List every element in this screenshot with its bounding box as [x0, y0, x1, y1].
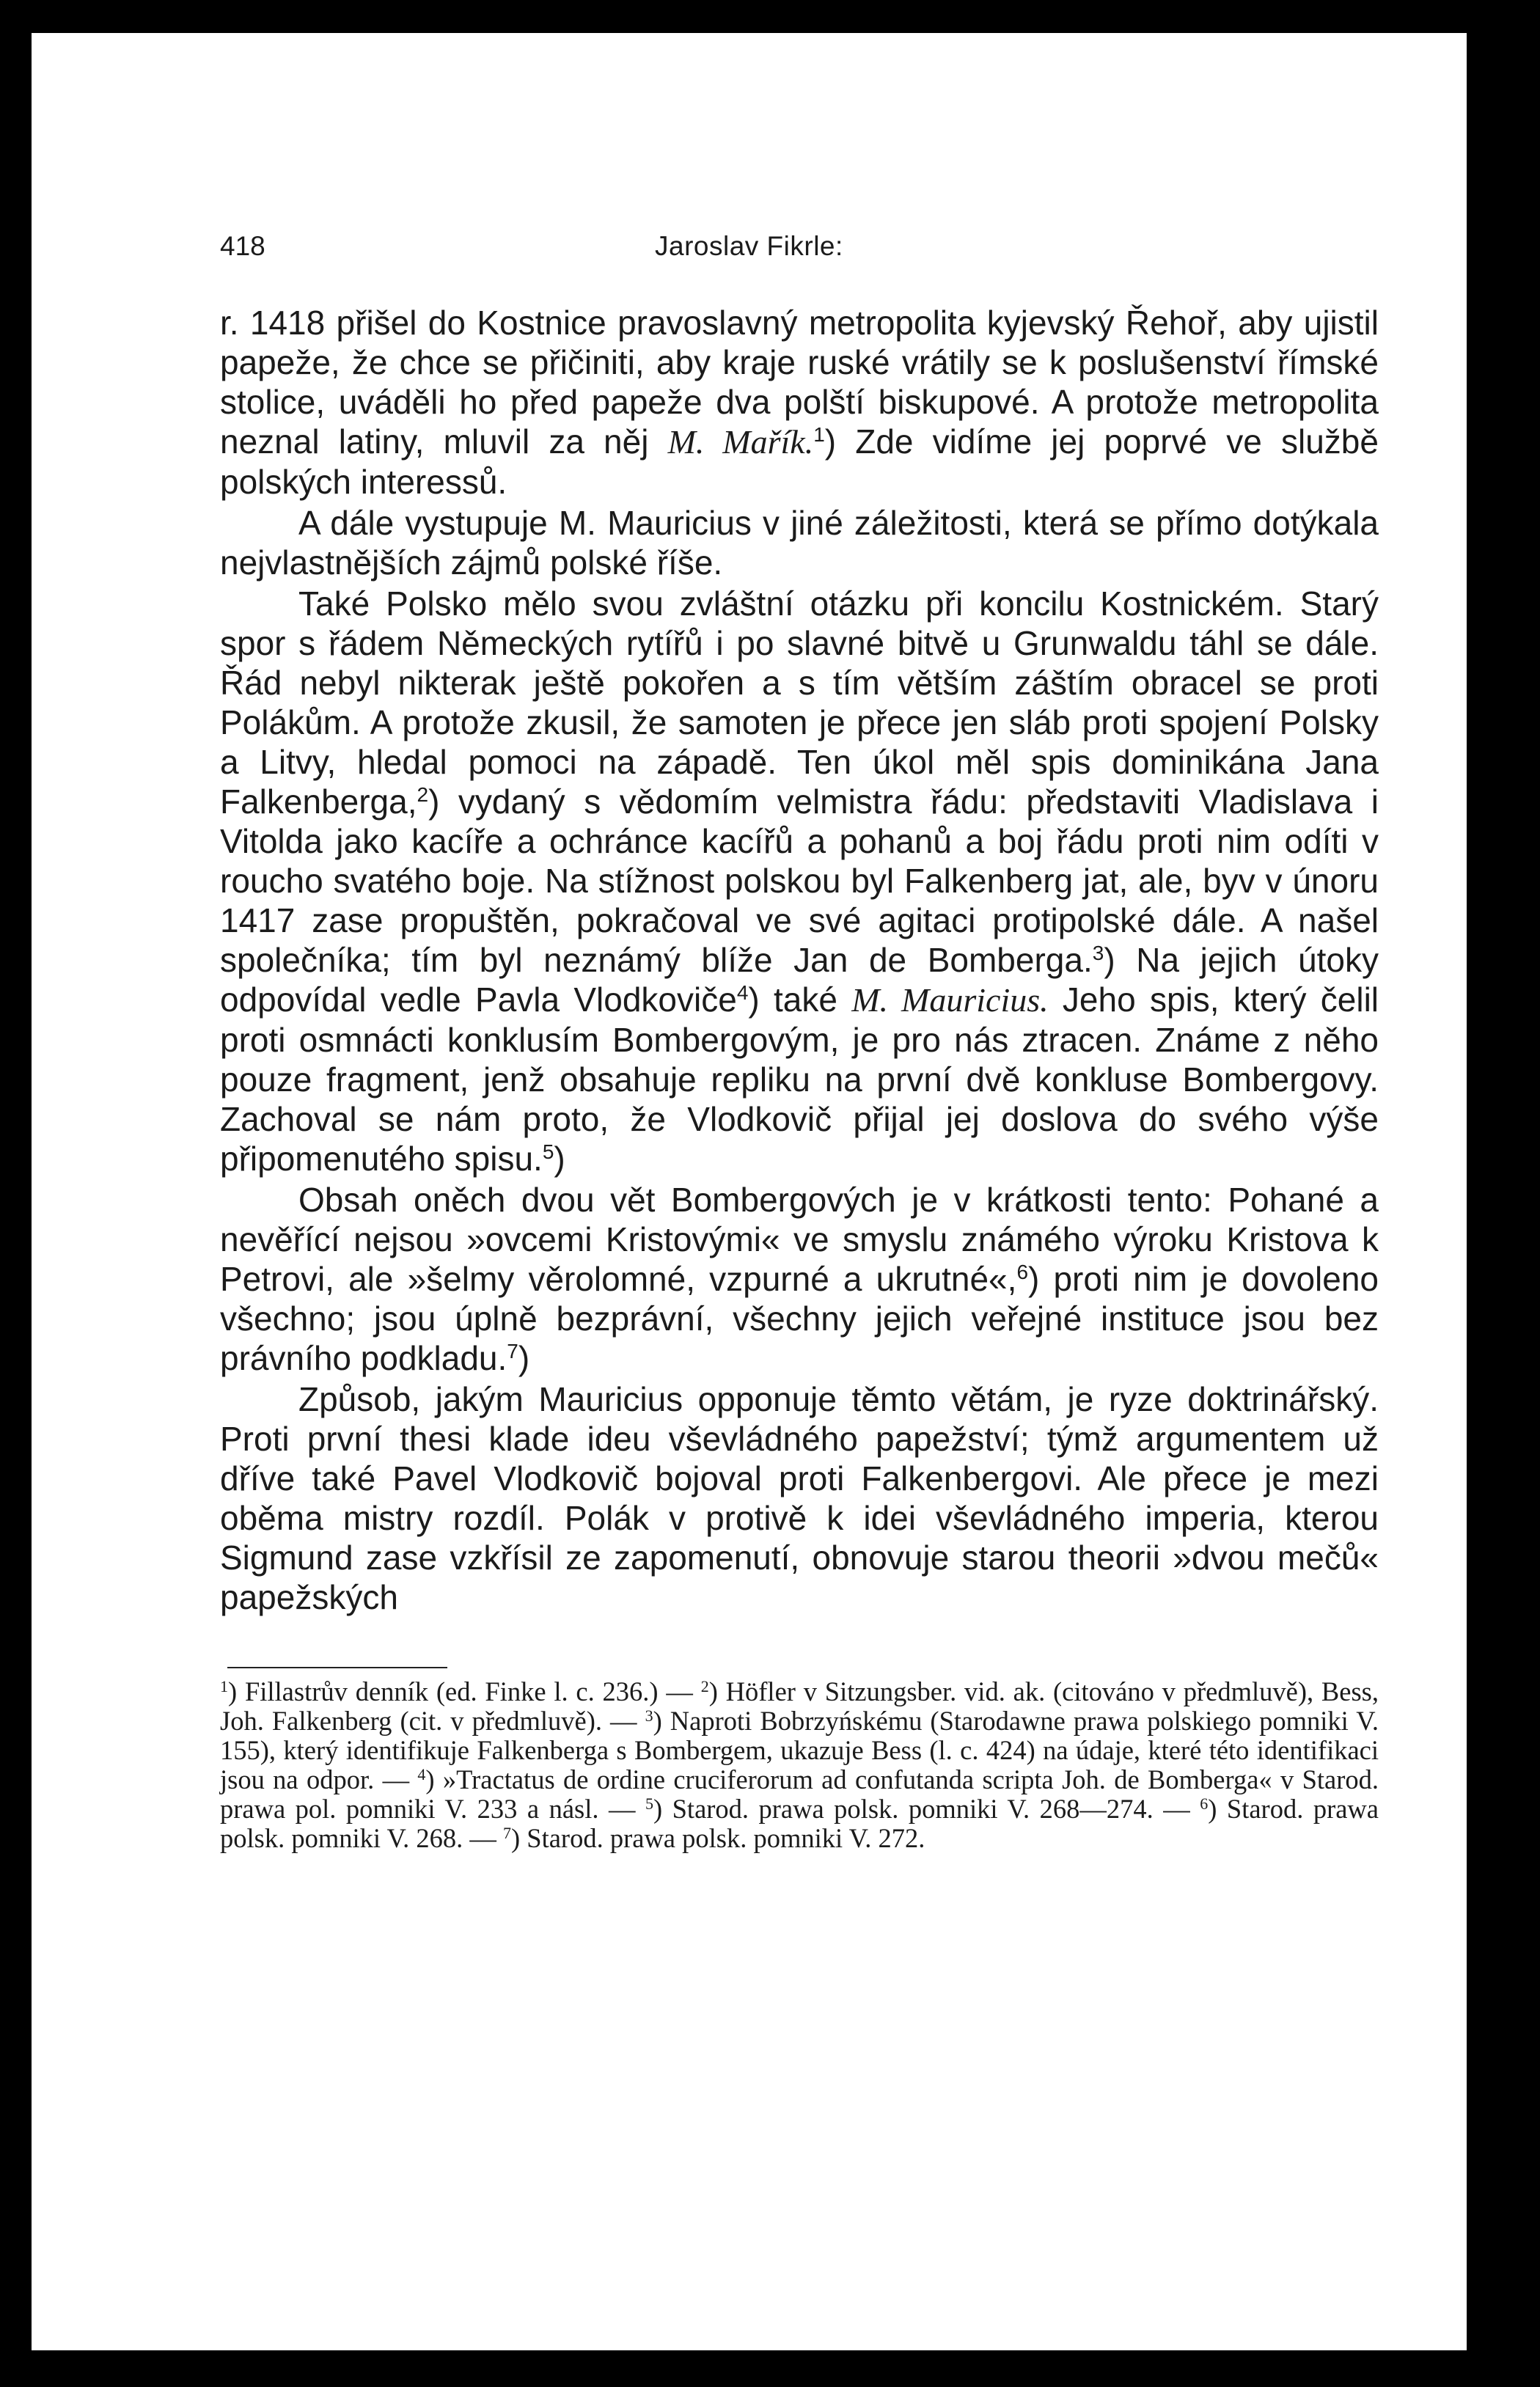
paragraph-2 [220, 503, 1379, 582]
footnote-block [220, 1677, 1379, 1853]
footnote-ref: 1 [813, 423, 825, 446]
footnote-number: 3 [645, 1706, 653, 1725]
running-head: Jaroslav Fikrle: [655, 231, 843, 261]
page-header [220, 231, 1379, 275]
person-name: M. Mauricius. [851, 981, 1049, 1019]
footnote-text: ) »Tractatus de ordine cruciferorum ad confutanda scripta Joh. de Bomberga« v Starod. prawa pol. pomniki V. 233 a násl. — [220, 1764, 1379, 1824]
text-span: ) Na jejich útoky odpovídal vedle Pavla Vlodkoviče [220, 941, 1379, 1019]
paragraph-4 [220, 1180, 1379, 1378]
footnote-text: ) Starod. prawa polsk. pomniki V. 268. — [220, 1794, 1379, 1853]
footnote-text: ) Starod. prawa polsk. pomniki V. 272. [511, 1823, 925, 1853]
text-span: Jeho spis, který čelil proti osmnácti konklusím Bombergovým, je pro nás ztracen. Známe z něho pouze fragment, jenž obsahuje repliku na první dvě konkluse Bombergovy. Zachoval se nám proto, že Vlodkovič přijal jej doslova do svého výše připomenutého spisu. [220, 980, 1379, 1178]
footnote-number: 1 [220, 1677, 228, 1695]
footnote-text: ) Naproti Bobrzyńskému (Starodawne prawa polskiego pomniki V. 155), který identifikuje Falkenberga s Bombergem, ukazuje Bess (l. c. 424) na údaje, které této identifikaci jsou na odpor. — [220, 1706, 1379, 1794]
paragraph-5 [220, 1379, 1379, 1617]
footnotes [220, 1677, 1379, 1853]
footnote-ref: 4 [736, 981, 749, 1004]
footnote-text: ) Starod. prawa polsk. pomniki V. 268—274. — [653, 1794, 1200, 1824]
text-span: ) [554, 1140, 565, 1178]
footnote-number: 5 [645, 1794, 653, 1813]
footnote-ref: 2 [417, 783, 429, 806]
footnote-text: ) Fillastrův denník (ed. Finke l. c. 236.) — [228, 1676, 701, 1706]
person-name: M. Mařík. [667, 423, 814, 461]
footnote-text: ) Höfler v Sitzungsber. vid. ak. (citováno v předmluvě), Bess, Joh. Falkenberg (cit. v předmluvě). — [220, 1676, 1379, 1736]
footnote-ref: 3 [1092, 942, 1104, 964]
footnote-number: 2 [700, 1677, 709, 1695]
text-span: Způsob, jakým Mauricius opponuje těmto větám, je ryze doktrinářský. Proti první thesi klade ideu vševládného papežství; týmž argumentem už dříve také Pavel Vlodkovič bojoval proti Falkenbergovi. Ale přece je mezi oběma mistry rozdíl. Polák v protivě k idei vševládného imperia, kterou Sigmund zase vzkřísil ze zapomenutí, obnovuje starou theorii »dvou mečů« papežských [220, 1380, 1379, 1616]
footnote-ref: 5 [542, 1140, 554, 1163]
scanned-page [32, 33, 1467, 2350]
text-span: ) Zde vidíme jej poprvé ve službě polských interessů. [220, 422, 1379, 501]
footnote-number: 4 [417, 1765, 426, 1783]
text-span: ) také [748, 980, 837, 1019]
text-span: ) [518, 1339, 530, 1377]
text-span: r. 1418 přišel do Kostnice pravoslavný metropolita kyjevský Řehoř, aby ujistil papeže, že chce se přičiniti, aby kraje ruské vrátily se k poslušenství římské stolice, uváděli ho před papeže dva polští biskupové. A protože metropolita neznal latiny, mluvil za něj [220, 304, 1379, 461]
text-span: ) proti nim je dovoleno všechno; jsou úplně bezprávní, všechny jejich veřejné instituce jsou bez právního podkladu. [220, 1260, 1379, 1377]
paragraph-3 [220, 584, 1379, 1178]
footnote-divider [227, 1667, 447, 1668]
footnote-ref: 7 [507, 1340, 518, 1363]
text-span: Také Polsko mělo svou zvláštní otázku při koncilu Kostnickém. Starý spor s řádem Německých rytířů i po slavné bitvě u Grunwaldu táhl se dále. Řád nebyl nikterak ještě pokořen a s tím větším záštím obracel se proti Polákům. A protože zkusil, že samoten je přece jen sláb proti spojení Polsky a Litvy, hledal pomoci na západě. Ten úkol měl spis dominikána Jana Falkenberga, [220, 584, 1379, 821]
text-span: ) vydaný s vědomím velmistra řádu: představiti Vladislava i Vitolda jako kacíře a ochránce kacířů a pohanů a boj řádu proti nim odíti v roucho svatého boje. Na stížnost polskou byl Falkenberg jat, ale, byv v únoru 1417 zase propuštěn, pokračoval ve své agitaci protipolské dále. A našel společníka; tím byl neznámý blíže Jan de Bomberga. [220, 782, 1379, 979]
paragraph-1 [220, 303, 1379, 502]
text-span: A dále vystupuje M. Mauricius v jiné záležitosti, která se přímo dotýkala nejvlastnějších zájmů polské říše. [220, 504, 1379, 582]
text-span: Obsah oněch dvou vět Bombergových je v krátkosti tento: Pohané a nevěřící nejsou »ovcemi Kristovými« ve smyslu známého výroku Kristova k Petrovi, ale »šelmy věrolomné, vzpurné a ukrutné«, [220, 1181, 1379, 1298]
footnote-ref: 6 [1016, 1261, 1029, 1283]
page-content [220, 231, 1379, 1853]
footnote-number: 7 [503, 1824, 512, 1842]
page-number: 418 [220, 231, 265, 261]
body-text [220, 303, 1379, 1617]
footnote-number: 6 [1200, 1794, 1209, 1813]
